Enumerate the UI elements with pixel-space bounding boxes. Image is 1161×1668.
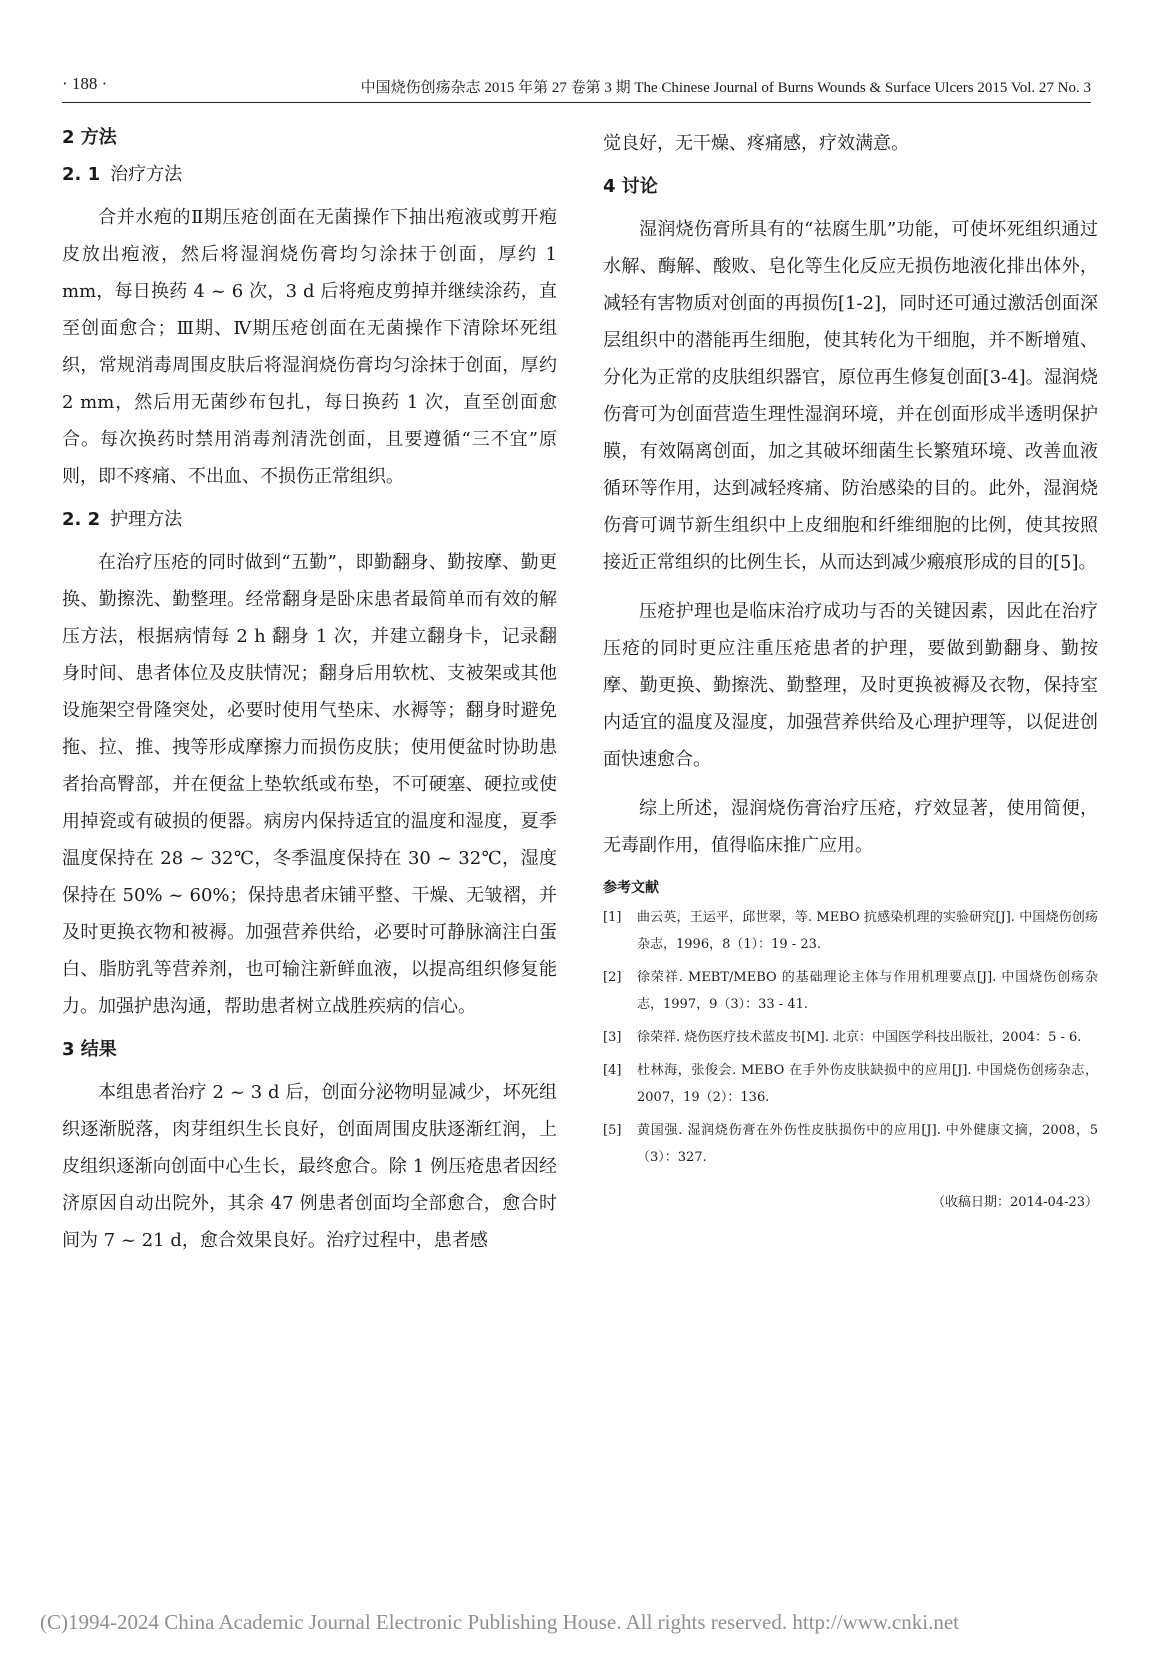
received-date: （收稿日期：2014-04-23） (932, 1195, 1098, 1210)
reference-item (603, 1024, 1098, 1051)
reference-item (603, 964, 1098, 1018)
results-paragraph: 本组患者治疗 2 ~ 3 d 后，创面分泌物明显减少，坏死组织逐渐脱落，肉芽组织生长良好，创面周围皮肤逐渐红润，上皮组织逐渐向创面中心生长，最终愈合。除 1 例压疮患者因经济原因自动出院外，其余 47 例患者创面均全部愈合，愈合时间为 7 ~ 21 d，愈合效果良好。治疗过程中，患者感 (62, 1082, 557, 1251)
discussion-paragraph-1: 湿润烧伤膏所具有的“祛腐生肌”功能，可使坏死组织通过水解、酶解、酸败、皂化等生化反应无损伤地液化排出体外，减轻有害物质对创面的再损伤[1-2]，同时还可通过激活创面深层组织中的潜能再生细胞，使其转化为干细胞，并不断增殖、分化为正常的皮肤组织器官，原位再生修复创面[3-4]。湿润烧伤膏可为创面营造生理性湿润环境，并在创面形成半透明保护膜，有效隔离创面，加之其破坏细菌生长繁殖环境、改善血液循环等作用，达到减轻疼痛、防治感染的目的。此外，湿润烧伤膏可调节新生组织中上皮细胞和纤维细胞的比例，使其按照接近正常组织的比例生长，从而达到减少瘢痕形成的目的[5]。 (603, 219, 1098, 573)
reference-text: 徐荣祥. 烧伤医疗技术蓝皮书[M]. 北京：中国医学科技出版社，2004：5 - 6. (637, 1030, 1082, 1045)
reference-text: 曲云英，王运平，邱世翠，等. MEBO 抗感染机理的实验研究[J]. 中国烧伤创疡杂志，1996，8（1）：19 - 23. (637, 910, 1098, 952)
page-number: · 188 · (62, 74, 108, 93)
reference-item (603, 1117, 1098, 1171)
section-2-1-heading (62, 162, 557, 187)
references-heading: 参考文献 (603, 880, 659, 896)
left-column (62, 125, 557, 1271)
reference-number: [4] (603, 1063, 622, 1078)
discussion-paragraph-3: 综上所述，湿润烧伤膏治疗压疮，疗效显著，使用简便，无毒副作用，值得临床推广应用。 (603, 798, 1098, 856)
journal-running-title: 中国烧伤创疡杂志 2015 年第 27 卷第 3 期 The Chinese Journal of Burns Wounds & Surface Ulcers 2015 Vol. 27 No. 3 (360, 80, 1091, 96)
treatment-method-paragraph: 合并水疱的Ⅱ期压疮创面在无菌操作下抽出疱液或剪开疱皮放出疱液，然后将湿润烧伤膏均匀涂抹于创面，厚约 1 mm，每日换药 4 ~ 6 次，3 d 后将疱皮剪掉并继续涂药，直至创面愈合；Ⅲ期、Ⅳ期压疮创面在无菌操作下清除坏死组织，常规消毒周围皮肤后将湿润烧伤膏均匀涂抹于创面，厚约 2 mm，然后用无菌纱布包扎，每日换药 1 次，直至创面愈合。每次换药时禁用消毒剂清洗创面，且要遵循“三不宜”原则，即不疼痛、不出血、不损伤正常组织。 (62, 207, 557, 487)
reference-number: [2] (603, 970, 622, 985)
section-2-2-number: 2. 2 (62, 509, 101, 530)
reference-item (603, 904, 1098, 958)
reference-text: 杜林海，张俊会. MEBO 在手外伤皮肤缺损中的应用[J]. 中国烧伤创疡杂志，2007，19（2）：136. (637, 1063, 1098, 1105)
running-header (62, 72, 1091, 103)
reference-text: 徐荣祥. MEBT/MEBO 的基础理论主体与作用机理要点[J]. 中国烧伤创疡杂志，1997，9（3）：33 - 41. (637, 970, 1098, 1012)
results-paragraph-continued: 觉良好，无干燥、疼痛感，疗效满意。 (603, 133, 909, 154)
reference-number: [3] (603, 1030, 622, 1045)
reference-number: [5] (603, 1123, 622, 1138)
section-2-1-number: 2. 1 (62, 164, 101, 185)
reference-number: [1] (603, 910, 622, 925)
discussion-paragraph-2: 压疮护理也是临床治疗成功与否的关键因素，因此在治疗压疮的同时更应注重压疮患者的护理，要做到勤翻身、勤按摩、勤更换、勤擦洗、勤整理，及时更换被褥及衣物，保持室内适宜的温度及湿度，加强营养供给及心理护理等，以促进创面快速愈合。 (603, 601, 1098, 770)
reference-text: 黄国强. 湿润烧伤膏在外伤性皮肤损伤中的应用[J]. 中外健康文摘，2008，5（3）：327. (637, 1123, 1098, 1165)
reference-item (603, 1057, 1098, 1111)
nursing-method-paragraph: 在治疗压疮的同时做到“五勤”，即勤翻身、勤按摩、勤更换、勤擦洗、勤整理。经常翻身是卧床患者最简单而有效的解压方法，根据病情每 2 h 翻身 1 次，并建立翻身卡，记录翻身时间、患者体位及皮肤情况；翻身后用软枕、支被架或其他设施架空骨隆突处，必要时使用气垫床、水褥等；翻身时避免拖、拉、推、拽等形成摩擦力而损伤皮肤；使用便盆时协助患者抬高臀部，并在便盆上垫软纸或布垫，不可硬塞、硬拉或使用掉瓷或有破损的便器。病房内保持适宜的温度和湿度，夏季温度保持在 28 ~ 32℃，冬季温度保持在 30 ~ 32℃，湿度保持在 50% ~ 60%；保持患者床铺平整、干燥、无皱褶，并及时更换衣物和被褥。加强营养供给，必要时可静脉滴注白蛋白、脂肪乳等营养剂，也可输注新鲜血液，以提高组织修复能力。加强护患沟通，帮助患者树立战胜疾病的信心。 (62, 552, 557, 1017)
section-4-heading: 4 讨论 (603, 176, 658, 197)
section-2-1-title: 治疗方法 (110, 164, 183, 185)
section-2-heading: 2 方法 (62, 127, 117, 148)
copyright-footer: (C)1994-2024 China Academic Journal Electronic Publishing House. All rights reserved. http://www.cnki.net (40, 1610, 959, 1634)
section-2-2-heading (62, 507, 557, 532)
section-2-2-title: 护理方法 (110, 509, 183, 530)
reference-list (603, 904, 1098, 1171)
section-3-heading: 3 结果 (62, 1039, 117, 1060)
right-column (603, 125, 1098, 1210)
